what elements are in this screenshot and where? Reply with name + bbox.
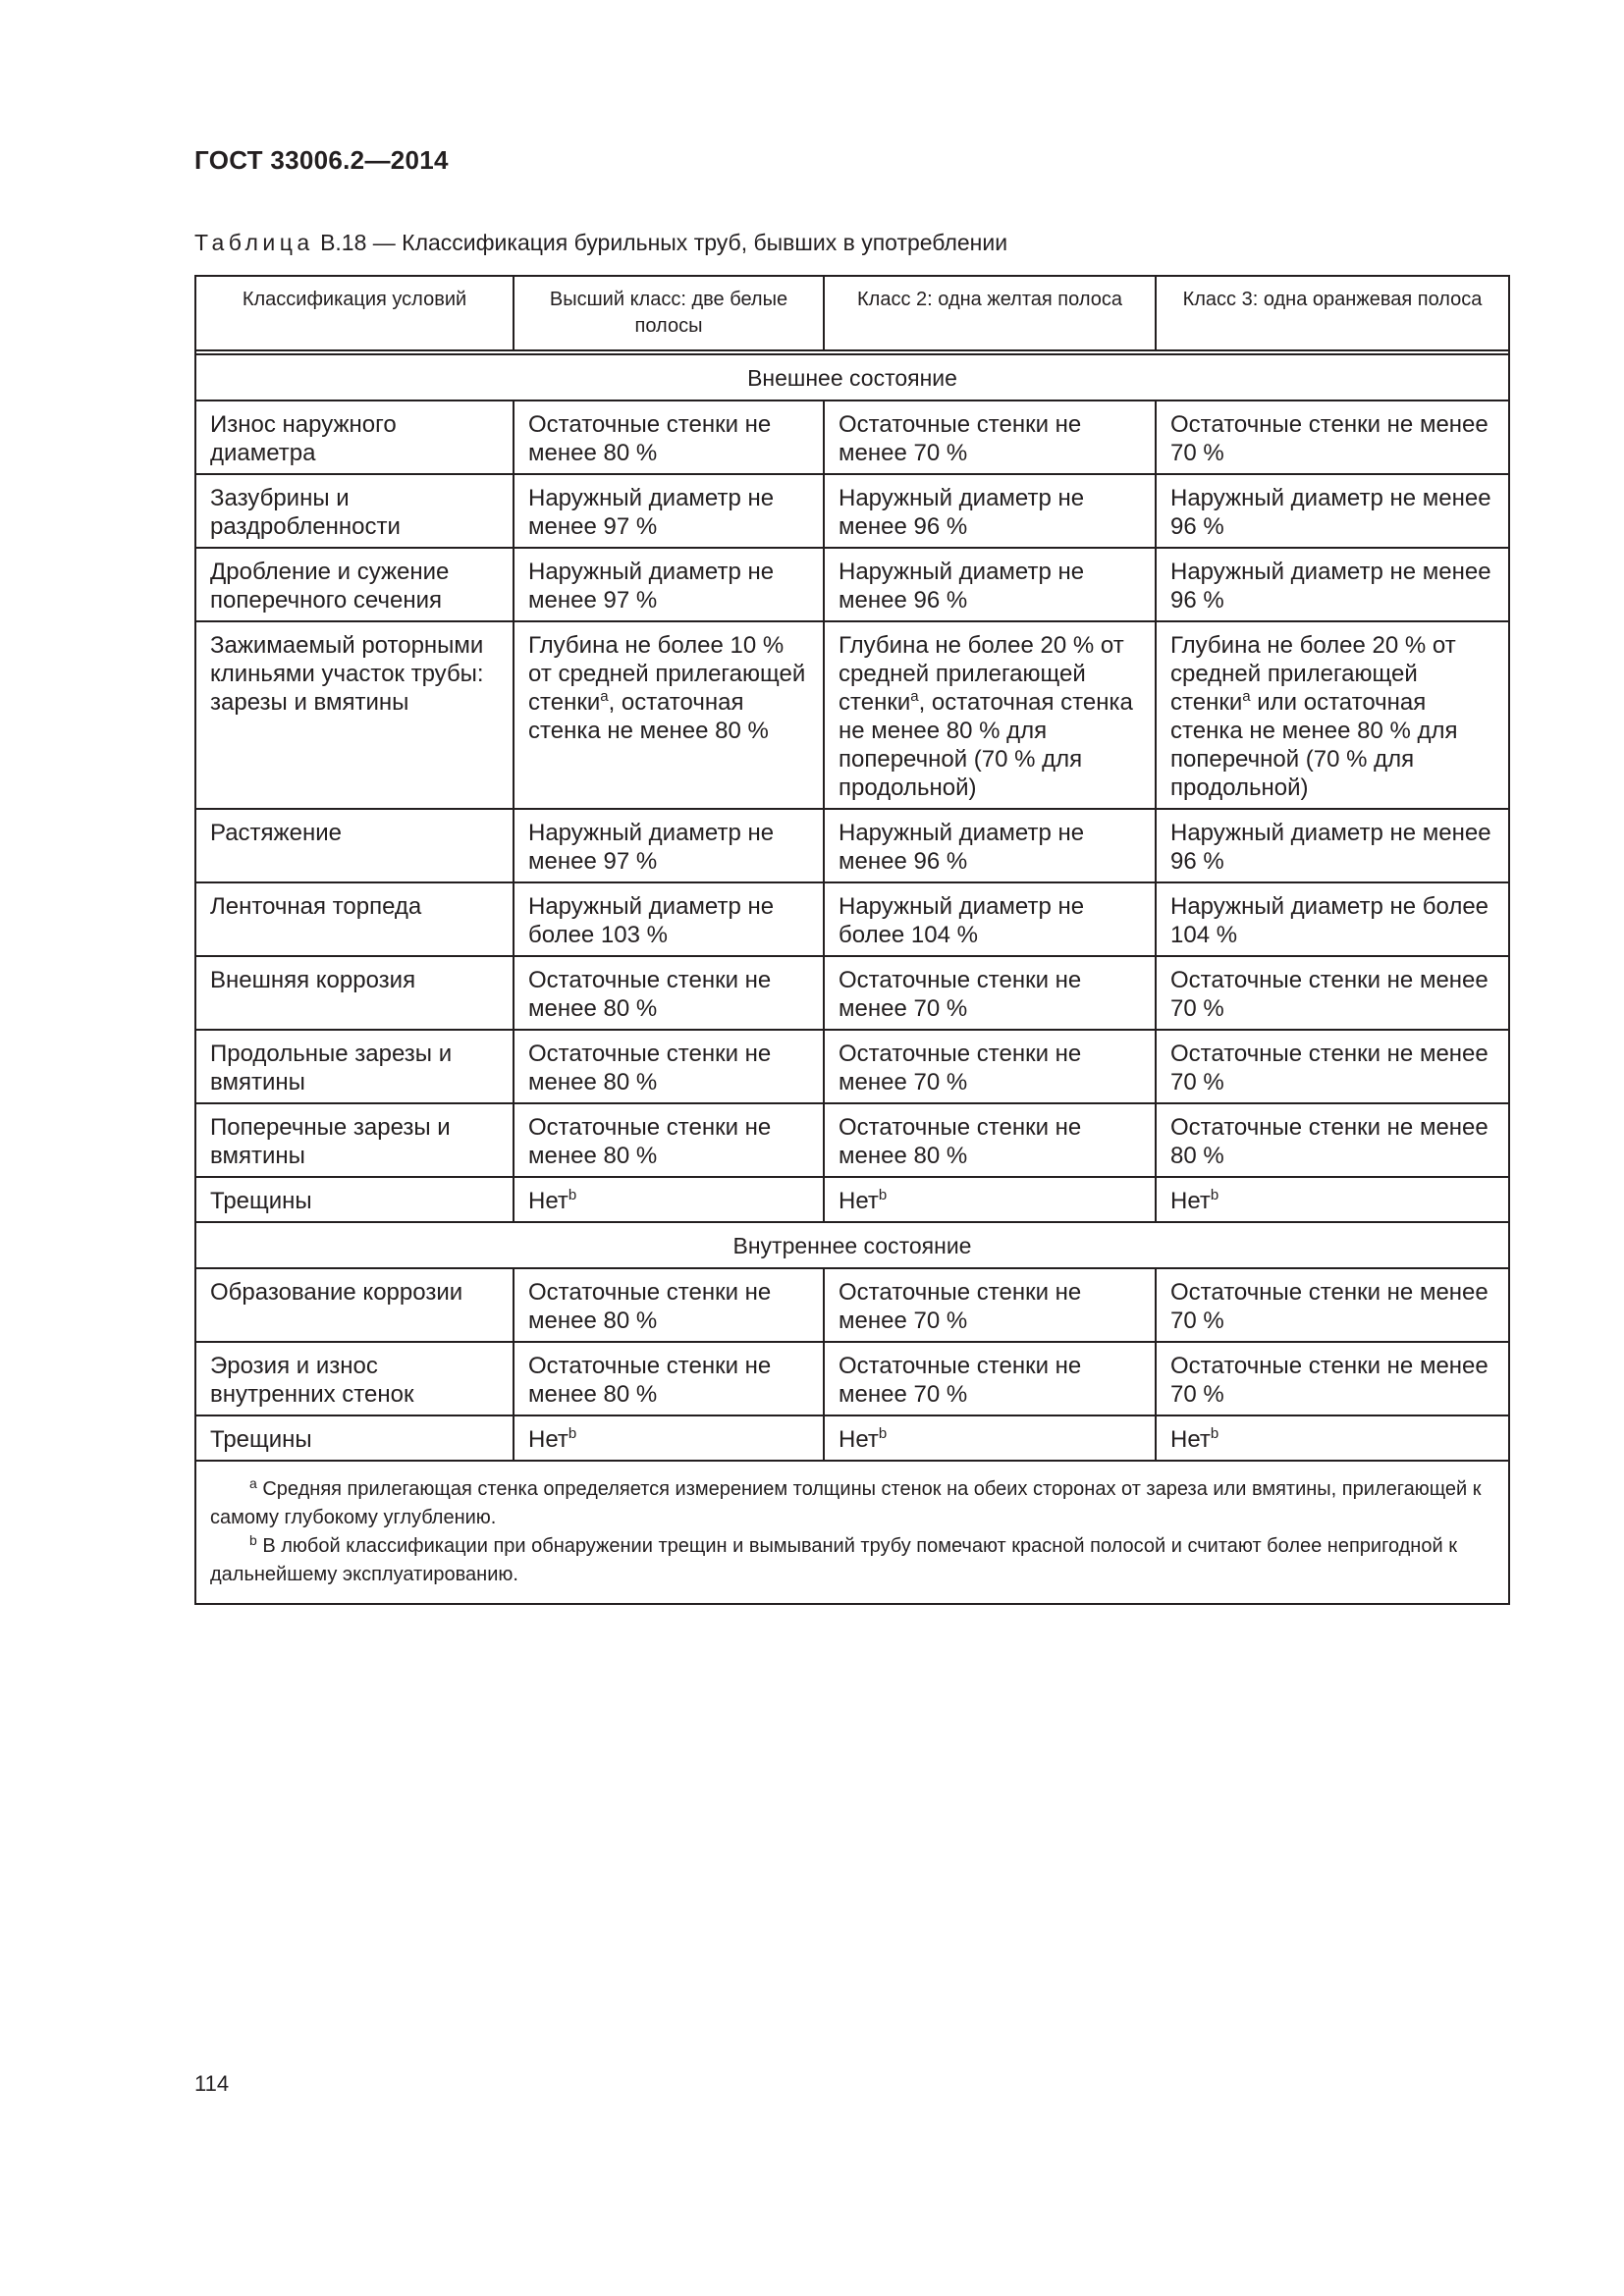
class-2-cell: Наружный диаметр не менее 96 % <box>824 809 1156 882</box>
table-row <box>195 1415 1509 1461</box>
class-2-cell: Остаточные стенки не менее 70 % <box>824 400 1156 474</box>
condition-cell: Продольные зарезы и вмятины <box>195 1030 514 1103</box>
footnote-ref-a: а <box>910 688 919 705</box>
condition-cell: Образование коррозии <box>195 1268 514 1342</box>
top-class-cell: Остаточные стенки не менее 80 % <box>514 1103 824 1177</box>
top-class-cell: Остаточные стенки не менее 80 % <box>514 1030 824 1103</box>
section-title: Внутреннее состояние <box>195 1222 1509 1268</box>
section-title: Внешнее состояние <box>195 354 1509 400</box>
top-class-cell: Наружный диаметр не менее 97 % <box>514 474 824 548</box>
table-row <box>195 1268 1509 1342</box>
class-2-cell: Наружный диаметр не менее 96 % <box>824 474 1156 548</box>
footnote-b <box>210 1532 1494 1589</box>
class-2-cell <box>824 621 1156 809</box>
top-class-cell: Остаточные стенки не менее 80 % <box>514 1342 824 1415</box>
condition-cell: Трещины <box>195 1415 514 1461</box>
footnote-mark-a: a <box>249 1475 257 1491</box>
footnote-ref-a: а <box>600 688 609 705</box>
condition-cell: Трещины <box>195 1177 514 1222</box>
class-3-cell: Наружный диаметр не менее 96 % <box>1156 548 1509 621</box>
class-3-cell <box>1156 1415 1509 1461</box>
footnote-ref-b: b <box>878 1187 888 1203</box>
footnote-ref-b: b <box>1210 1425 1219 1442</box>
table-row <box>195 956 1509 1030</box>
class-3-cell: Остаточные стенки не менее 70 % <box>1156 400 1509 474</box>
condition-cell: Эрозия и износ внутренних стенок <box>195 1342 514 1415</box>
top-class-cell <box>514 1177 824 1222</box>
top-class-cell: Наружный диаметр не менее 97 % <box>514 548 824 621</box>
table-row <box>195 621 1509 809</box>
table-row <box>195 1030 1509 1103</box>
table-row <box>195 1342 1509 1415</box>
cell-text: Нет <box>839 1426 879 1453</box>
class-3-cell: Остаточные стенки не менее 70 % <box>1156 956 1509 1030</box>
cell-text: Глубина не более 10 % от средней прилегающей стенки <box>528 632 806 716</box>
cell-text: , остаточная стенка не менее 80 % для поперечной (70 % для продольной) <box>839 689 1133 801</box>
class-2-cell: Остаточные стенки не менее 70 % <box>824 1342 1156 1415</box>
table-row <box>195 474 1509 548</box>
table-caption <box>194 229 1007 256</box>
footnotes-cell <box>195 1461 1509 1604</box>
class-2-cell: Наружный диаметр не менее 96 % <box>824 548 1156 621</box>
cell-text: Глубина не более 20 % от средней прилегающей стенки <box>839 632 1124 716</box>
class-3-cell: Остаточные стенки не менее 70 % <box>1156 1342 1509 1415</box>
class-3-cell: Остаточные стенки не менее 80 % <box>1156 1103 1509 1177</box>
condition-cell: Ленточная торпеда <box>195 882 514 956</box>
class-3-cell: Наружный диаметр не более 104 % <box>1156 882 1509 956</box>
condition-cell: Растяжение <box>195 809 514 882</box>
table-row <box>195 1177 1509 1222</box>
condition-cell: Износ наружного диаметра <box>195 400 514 474</box>
table-header-row <box>195 276 1509 350</box>
condition-cell: Поперечные зарезы и вмятины <box>195 1103 514 1177</box>
table-row <box>195 1103 1509 1177</box>
class-3-cell: Остаточные стенки не менее 70 % <box>1156 1268 1509 1342</box>
cell-text: Глубина не более 20 % от средней прилегающей стенки <box>1170 632 1456 716</box>
cell-text: Нет <box>839 1188 879 1214</box>
cell-text: Нет <box>1170 1188 1211 1214</box>
class-3-cell: Наружный диаметр не менее 96 % <box>1156 809 1509 882</box>
cell-text: , остаточная стенка не менее 80 % <box>528 689 769 744</box>
page-number: 114 <box>194 2071 230 2096</box>
class-3-cell <box>1156 621 1509 809</box>
top-class-cell: Остаточные стенки не менее 80 % <box>514 1268 824 1342</box>
top-class-cell: Наружный диаметр не более 103 % <box>514 882 824 956</box>
cell-text: или остаточная стенка не менее 80 % для поперечной (70 % для продольной) <box>1170 689 1458 801</box>
class-2-cell: Наружный диаметр не более 104 % <box>824 882 1156 956</box>
table-row <box>195 400 1509 474</box>
footnotes-row <box>195 1461 1509 1604</box>
class-2-cell <box>824 1415 1156 1461</box>
class-3-cell <box>1156 1177 1509 1222</box>
top-class-cell <box>514 621 824 809</box>
footnote-mark-b: b <box>249 1532 257 1548</box>
column-header: Классификация условий <box>195 276 514 350</box>
class-3-cell: Остаточные стенки не менее 70 % <box>1156 1030 1509 1103</box>
footnote-ref-b: b <box>568 1425 577 1442</box>
table-row <box>195 882 1509 956</box>
class-2-cell: Остаточные стенки не менее 70 % <box>824 1268 1156 1342</box>
class-3-cell: Наружный диаметр не менее 96 % <box>1156 474 1509 548</box>
caption-word: Таблица <box>194 230 314 255</box>
section-row <box>195 1222 1509 1268</box>
condition-cell: Внешняя коррозия <box>195 956 514 1030</box>
table-row <box>195 809 1509 882</box>
class-2-cell: Остаточные стенки не менее 80 % <box>824 1103 1156 1177</box>
top-class-cell: Остаточные стенки не менее 80 % <box>514 956 824 1030</box>
top-class-cell: Наружный диаметр не менее 97 % <box>514 809 824 882</box>
cell-text: Нет <box>528 1188 568 1214</box>
condition-cell: Дробление и сужение поперечного сечения <box>195 548 514 621</box>
column-header: Класс 2: одна желтая полоса <box>824 276 1156 350</box>
column-header: Высший класс: две белые полосы <box>514 276 824 350</box>
column-header: Класс 3: одна оранжевая полоса <box>1156 276 1509 350</box>
footnote-a-text: Средняя прилегающая стенка определяется измерением толщины стенок на обеих сторонах от зареза или вмятины, прилегающей к самому глубокому углублению. <box>210 1478 1482 1528</box>
footnote-ref-a: а <box>1242 688 1251 705</box>
footnote-ref-b: b <box>568 1187 577 1203</box>
classification-table <box>194 275 1510 1605</box>
cell-text: Нет <box>528 1426 568 1453</box>
footnote-ref-b: b <box>1210 1187 1219 1203</box>
section-row <box>195 354 1509 400</box>
caption-text: В.18 — Классификация бурильных труб, бывших в употреблении <box>313 230 1008 255</box>
cell-text: Нет <box>1170 1426 1211 1453</box>
condition-cell: Зазубрины и раздробленности <box>195 474 514 548</box>
footnote-ref-b: b <box>878 1425 888 1442</box>
top-class-cell <box>514 1415 824 1461</box>
footnote-b-text: В любой классификации при обнаружении трещин и вымываний трубу помечают красной полосой и считают более непригодной к дальнейшему эксплуатированию. <box>210 1535 1457 1585</box>
top-class-cell: Остаточные стенки не менее 80 % <box>514 400 824 474</box>
footnote-a <box>210 1475 1494 1532</box>
table-row <box>195 548 1509 621</box>
class-2-cell: Остаточные стенки не менее 70 % <box>824 1030 1156 1103</box>
class-2-cell: Остаточные стенки не менее 70 % <box>824 956 1156 1030</box>
document-code: ГОСТ 33006.2—2014 <box>194 145 449 175</box>
condition-cell: Зажимаемый роторными клиньями участок трубы: зарезы и вмятины <box>195 621 514 809</box>
class-2-cell <box>824 1177 1156 1222</box>
